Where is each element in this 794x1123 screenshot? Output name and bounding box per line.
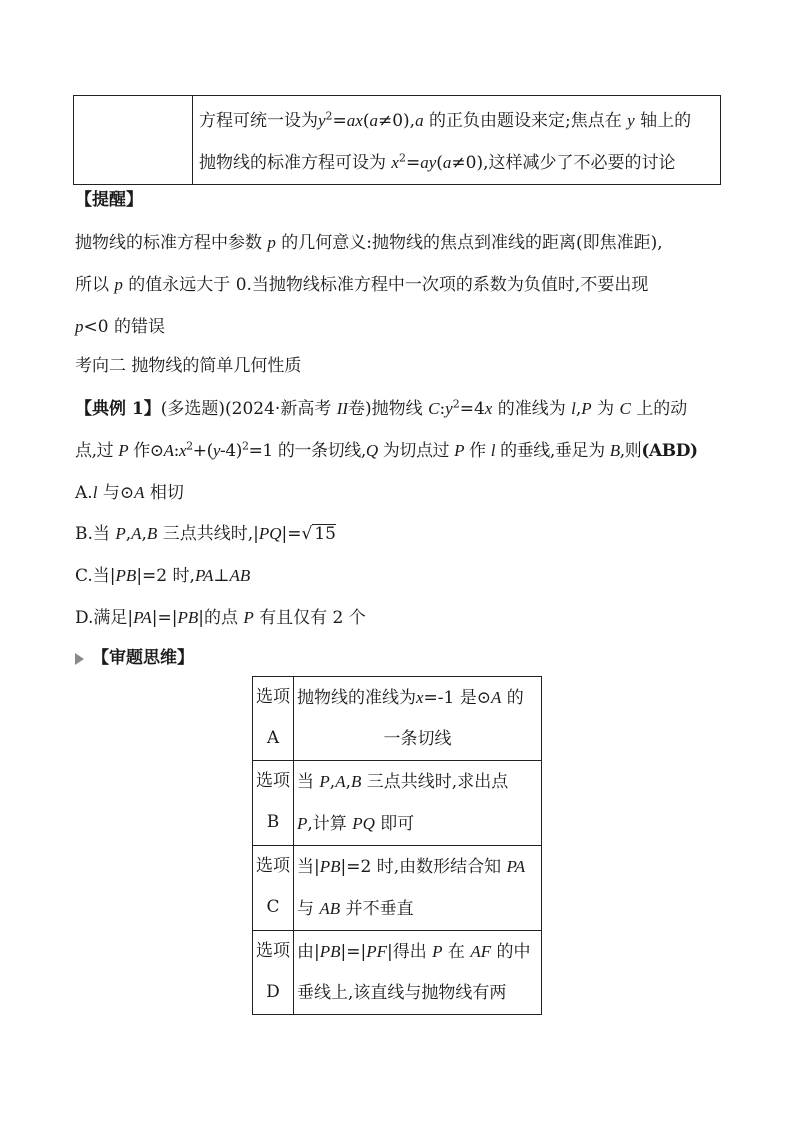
option-label-cell: 选项 B bbox=[253, 761, 294, 846]
table-row bbox=[253, 846, 542, 931]
option-label-cell: 选项 D bbox=[253, 931, 294, 1015]
analysis-cell: 由|PB|=|PF|得出 P 在 AF 的中 垂线上,该直线与抛物线有两 bbox=[294, 931, 542, 1015]
sqrt-icon: √ bbox=[301, 524, 313, 544]
table-row bbox=[253, 931, 542, 1015]
formula-table bbox=[73, 95, 721, 185]
answer: (ABD) bbox=[641, 441, 698, 461]
formula-line-1: 方程可统一设为$y^2=ax(a\ne 0),a$ 的正负由题设来定;焦点在 y 轴上的 bbox=[199, 109, 692, 131]
formula-line-2: 抛物线的标准方程可设为 $x^2=ay(a\ne 0)$,这样减少了不必要的讨论 bbox=[199, 151, 676, 173]
option-a: A.l 与⊙A 相切 bbox=[75, 483, 184, 503]
example-problem: 【典例 1】(多选题)(2024·新高考 II卷)抛物线 $C:y^2=4x$ 的准线为 l,P 为 C 上的动 点,过 P 作$⊙A:x^2+(y-4)^2=1$ 的一条切线,Q 为切点过 P 作 l 的垂线,垂足为 B,则(ABD) bbox=[75, 397, 698, 461]
empty-cell bbox=[74, 96, 193, 185]
section-title: 考向二 抛物线的简单几何性质 bbox=[75, 356, 302, 376]
analysis-cell: 抛物线的准线为x=-1 是⊙A 的 一条切线 bbox=[294, 677, 542, 761]
collapse-triangle-icon[interactable] bbox=[75, 653, 84, 665]
table-row bbox=[253, 761, 542, 846]
option-c: C.当|PB|=2 时,PA⊥AB bbox=[75, 566, 251, 586]
table-row bbox=[253, 677, 542, 761]
analysis-cell: 当 P,A,B 三点共线时,求出点 P,计算 PQ 即可 bbox=[294, 761, 542, 846]
analysis-cell: 当|PB|=2 时,由数形结合知 PA 与 AB 并不垂直 bbox=[294, 846, 542, 931]
option-label-cell: 选项 A bbox=[253, 677, 294, 761]
thinking-table bbox=[252, 676, 542, 1015]
example-tag: 【典例 1】 bbox=[75, 399, 161, 419]
reminder-title: 【提醒】 bbox=[75, 190, 143, 210]
option-d: D.满足|PA|=|PB|的点 P 有且仅有 2 个 bbox=[75, 608, 366, 628]
option-label-cell: 选项 C bbox=[253, 846, 294, 931]
formula-cell bbox=[193, 96, 721, 185]
thinking-heading[interactable]: 【审题思维】 bbox=[75, 638, 725, 679]
option-b: B.当 P,A,B 三点共线时,|PQ|=√ 15 bbox=[75, 524, 336, 544]
reminder-text: 抛物线的标准方程中参数 p 的几何意义:抛物线的焦点到准线的距离(即焦准距), 所以 p 的值永远大于 0.当抛物线标准方程中一次项的系数为负值时,不要出现 p<0 的错误 bbox=[75, 233, 663, 337]
